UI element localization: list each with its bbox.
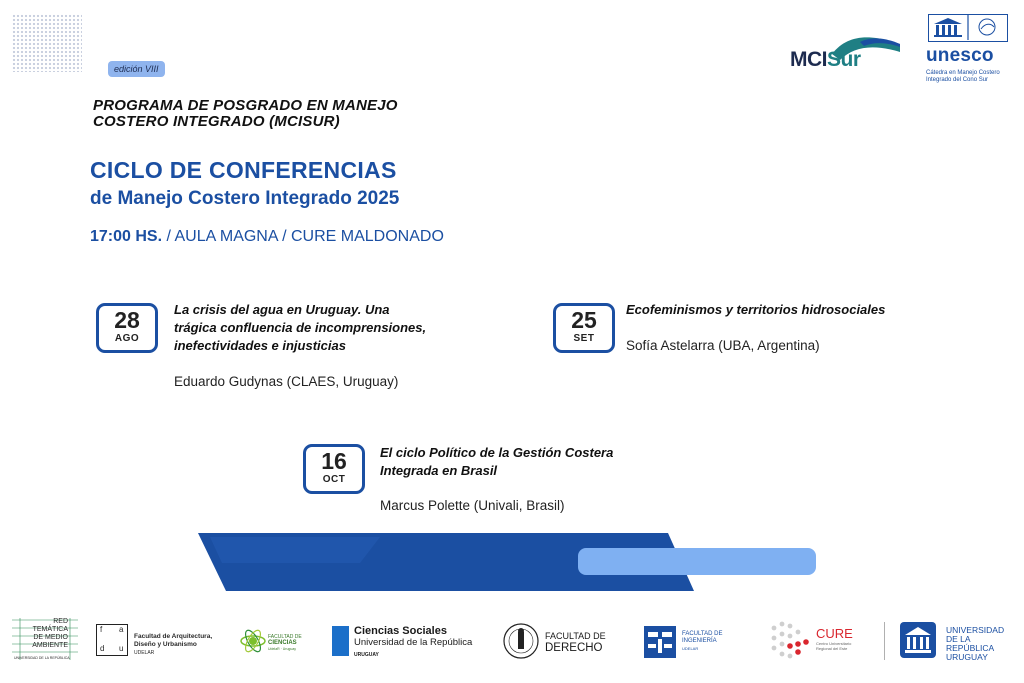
cure-text bbox=[816, 627, 853, 651]
talk-title bbox=[174, 301, 426, 355]
logo-text-line: UNIVERSIDAD DE LA REPÚBLICA bbox=[14, 656, 70, 660]
unesco-chair-line: Cátedra en Manejo Costero bbox=[926, 70, 1000, 76]
university-building-icon bbox=[900, 622, 936, 658]
ciencias-logo bbox=[240, 606, 316, 662]
logo-text-line: UDELAR bbox=[682, 646, 699, 651]
talk-title-line: Ecofeminismos y territorios hidrosociales bbox=[626, 302, 886, 317]
mcisur-word-b: Sur bbox=[827, 48, 861, 71]
date-month: OCT bbox=[322, 474, 346, 485]
ciencias-text bbox=[268, 634, 302, 652]
unesco-logo bbox=[922, 14, 1014, 86]
talk-title bbox=[626, 301, 885, 319]
talk-title bbox=[380, 444, 613, 480]
cycle-title: CICLO DE CONFERENCIAS bbox=[90, 157, 397, 183]
logo-divider bbox=[884, 622, 885, 660]
derecho-text bbox=[545, 630, 606, 654]
talk-title-line: Integrada en Brasil bbox=[380, 463, 498, 478]
fadu-letter: a bbox=[119, 625, 124, 634]
logo-text-line: AMBIENTE bbox=[32, 642, 68, 649]
edition-badge: edición VIII bbox=[108, 61, 165, 77]
logo-text-line: CIENCIAS bbox=[268, 640, 297, 646]
logo-text-line: UdelaR · Uruguay bbox=[268, 647, 297, 651]
talk-speaker: Sofía Astelarra (UBA, Argentina) bbox=[626, 338, 820, 353]
logo-text-line: UDELAR bbox=[134, 650, 155, 656]
cycle-subtitle: de Manejo Costero Integrado 2025 bbox=[90, 188, 400, 209]
date-day: 16 bbox=[321, 448, 347, 474]
date-day: 25 bbox=[571, 307, 597, 333]
logo-text-line: DE LA REPÚBLICA bbox=[946, 634, 995, 653]
logo-text-line: UNIVERSIDAD bbox=[946, 625, 1005, 635]
logo-text-line: FACULTAD DE bbox=[268, 634, 302, 640]
udelar-text bbox=[946, 626, 1020, 662]
dots-icon bbox=[768, 618, 812, 662]
program-title-line: PROGRAMA DE POSGRADO EN MANEJO bbox=[93, 97, 398, 114]
red-tematica-text bbox=[28, 618, 68, 650]
program-title bbox=[93, 98, 493, 130]
partner-logos bbox=[0, 606, 1024, 674]
logo-text-line: Ciencias Sociales bbox=[354, 625, 447, 637]
talk-speaker: Marcus Polette (Univali, Brasil) bbox=[380, 498, 565, 513]
mcisur-wordmark bbox=[790, 48, 861, 72]
program-title-line: COSTERO INTEGRADO (MCISUR) bbox=[93, 113, 340, 130]
unesco-wordmark: unesco bbox=[926, 45, 994, 66]
derecho-logo bbox=[500, 606, 610, 662]
date-badge bbox=[96, 303, 158, 353]
fadu-letter: u bbox=[119, 644, 124, 653]
fadu-letter: d bbox=[100, 644, 105, 653]
red-tematica-logo bbox=[12, 606, 80, 662]
unesco-temple-icon bbox=[928, 14, 1008, 42]
talk-title-line: trágica confluencia de incomprensiones, bbox=[174, 320, 427, 335]
ingenieria-text bbox=[682, 631, 722, 652]
atom-icon bbox=[240, 628, 266, 654]
fadu-letter: f bbox=[100, 625, 103, 634]
dot-pattern-decoration bbox=[12, 14, 82, 72]
logo-text-line: RED bbox=[53, 618, 68, 625]
date-month: AGO bbox=[114, 333, 140, 344]
logo-text-line: FACULTAD DE bbox=[545, 631, 606, 641]
logo-text-line: URUGUAY bbox=[354, 652, 379, 658]
udelar-logo bbox=[900, 606, 1020, 662]
talk-title-line: El ciclo Político de la Gestión Costera bbox=[380, 445, 614, 460]
logo-text-line: FACULTAD DE bbox=[682, 631, 723, 637]
unesco-chair-line: Integrado del Cono Sur bbox=[926, 77, 989, 83]
fadu-square-icon bbox=[96, 624, 128, 656]
logo-text-line: Universidad de la República bbox=[354, 637, 473, 648]
talk-title-line: inefectividades e injusticias bbox=[174, 338, 346, 353]
logo-text-line: DERECHO bbox=[545, 642, 603, 654]
date-month: SET bbox=[573, 333, 595, 344]
schedule-line bbox=[90, 228, 444, 246]
date-day: 28 bbox=[114, 307, 140, 333]
logo-text-line: DE MEDIO bbox=[33, 634, 68, 641]
blue-banner-decoration bbox=[0, 533, 1024, 593]
logo-text-line: Centro Universitario bbox=[816, 641, 852, 646]
schedule-time: 17:00 HS. bbox=[90, 228, 163, 245]
ingenieria-logo bbox=[644, 606, 744, 662]
fadu-logo bbox=[96, 606, 226, 662]
talk-speaker: Eduardo Gudynas (CLAES, Uruguay) bbox=[174, 374, 399, 389]
engineering-icon bbox=[644, 626, 676, 658]
mcisur-word-a: MCI bbox=[790, 48, 827, 71]
logo-text-line: Facultad de Arquitectura, bbox=[134, 633, 213, 640]
logo-text-line: Regional del Este bbox=[816, 646, 848, 651]
cure-logo bbox=[768, 606, 868, 662]
logo-text-line: Diseño y Urbanismo bbox=[134, 641, 197, 648]
mcisur-logo bbox=[790, 32, 902, 74]
schedule-place: / AULA MAGNA / CURE MALDONADO bbox=[162, 228, 444, 245]
logo-text-line: INGENIERÍA bbox=[682, 638, 717, 644]
logo-text-line: TEMÁTICA bbox=[32, 626, 68, 633]
sociales-text bbox=[354, 625, 472, 661]
blue-bar-icon bbox=[332, 626, 349, 656]
logo-text-line: CURE bbox=[816, 626, 853, 641]
ciencias-sociales-logo bbox=[332, 606, 482, 662]
fadu-text bbox=[134, 633, 212, 657]
seal-icon bbox=[502, 622, 540, 660]
date-badge bbox=[553, 303, 615, 353]
date-badge bbox=[303, 444, 365, 494]
talk-title-line: La crisis del agua en Uruguay. Una bbox=[174, 302, 390, 317]
logo-text-line: URUGUAY bbox=[946, 652, 988, 662]
